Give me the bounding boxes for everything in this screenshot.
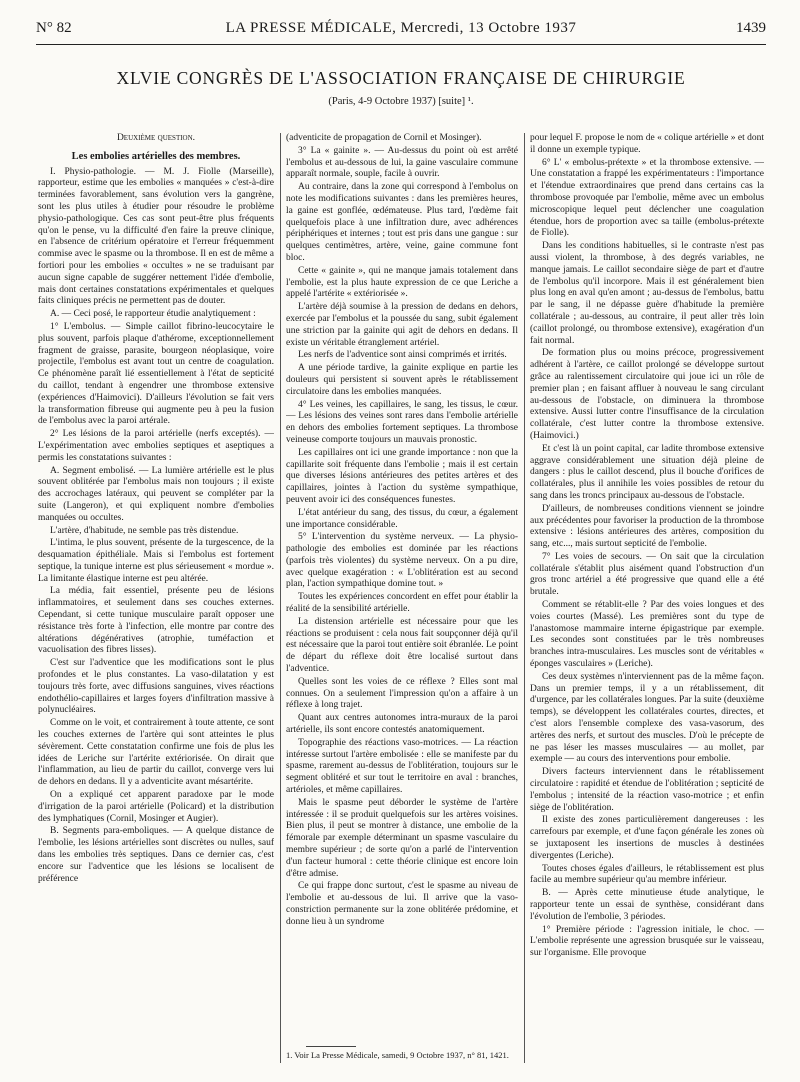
paragraph: L'état antérieur du sang, des tissus, du cœur, a également une importance considérable. bbox=[286, 507, 518, 530]
paragraph: 7° Les voies de secours. — On sait que la circulation collatérale s'établit plus aisément quand l'obstruction d'un gros tronc artériel a été progressive que quand elle a été brutale. bbox=[530, 551, 764, 598]
section-heading: Les embolies artérielles des membres. bbox=[71, 150, 241, 162]
paragraph: La média, fait essentiel, présente peu de lésions inflammatoires, et seulement dans ses couches externes. Cependant, si cette tunique musculaire paraît opposer une résistance très forte à l'infection, elle montre par contre des altérations dégénératives (atrophie, tuméfaction et vacuolisation des fibres lisses). bbox=[38, 586, 274, 656]
paragraph: A une période tardive, la gainite explique en partie les douleurs qui persistent si souvent après le rétablissement circulatoire dans les embolies manquées. bbox=[286, 363, 518, 397]
article-title: XLVIE CONGRÈS DE L'ASSOCIATION FRANÇAISE DE CHIRURGIE bbox=[116, 68, 686, 88]
page-number-left: N° 82 bbox=[36, 20, 72, 36]
paragraph: L'artère, d'habitude, ne semble pas très distendue. bbox=[50, 525, 239, 536]
page-header bbox=[36, 16, 766, 42]
paragraph: Dans les conditions habituelles, si le contraste n'est pas aussi violent, la thrombose, à des degrés variables, ne manque jamais. Le caillot secondaire siège de part et d'autre de l'embolus qu'il incorpore. Mais il est généralement bien plus long en aval qu'en amont ; au-dessus de l'embolus, battu par le sang, il ne dépasse guère d'habitude la première collatérale ; au-dessous, au contraire, il peut aller très loin (caillot prolongé, ou thrombose extensive), exagération d'un fait normal. bbox=[530, 241, 764, 346]
paragraph: B. — Après cette minutieuse étude analytique, le rapporteur tente un essai de synthèse, considérant dans l'évolution de l'embolie, 3 périodes. bbox=[530, 888, 764, 922]
paragraph: Ce qui frappe donc surtout, c'est le spasme au niveau de l'embolie et au-dessous de lui. Il arrive que la vaso-constriction permanente sur la zone oblitérée prédomine, et donne lieu à un syndrome bbox=[286, 881, 518, 927]
header-rule bbox=[36, 44, 766, 45]
column-divider bbox=[524, 133, 525, 1063]
paragraph: Toutes choses égales d'ailleurs, le rétablissement est plus facile au membre supérieur qu'au membre inférieur. bbox=[530, 863, 764, 886]
paragraph: Il existe des zones particulièrement dangereuses : les carrefours par exemple, et d'une façon générale les zones où se juxtaposent les insertions de muscles à destinées divergentes (Leriche). bbox=[530, 815, 764, 861]
paragraph: Topographie des réactions vaso-motrices. — La réaction intéresse surtout l'artère embolisée : elle se manifeste par du spasme, rarement au-dessus de l'oblitération, toujours sur le segment oblitéré et sur tout le territoire en aval : branches, artérioles, et même capillaires. bbox=[286, 737, 518, 796]
paragraph: 5° L'intervention du système nerveux. — La physio-pathologie des embolies est dominée par les réactions (parfois très violentes) du système nerveux. On a pu dire, avec quelque exagération : « L'oblitération est au second plan, l'action sympathique domine tout. » bbox=[286, 532, 518, 590]
paragraph: C'est sur l'adventice que les modifications sont le plus profondes et le plus constantes. La vaso-dilatation y est toujours très forte, avec diffusions sanguines, vives réactions endothélio-capillaires et larges foyers d'infiltration massive à polynucléaires. bbox=[38, 658, 274, 716]
footnote-rule bbox=[306, 1046, 356, 1047]
column-3 bbox=[530, 133, 764, 1063]
paragraph: Mais le spasme peut déborder le système de l'artère intéressée : il se produit quelquefois sur les artères voisines. Bien plus, il peut se montrer à distance, une embolie de la fémorale par exemple déterminant un spasme vasculaire du membre supérieur ; de sorte qu'on a parlé de l'intervention d'un facteur humoral : cette théorie clinique est encore loin d'être admise. bbox=[286, 797, 518, 879]
paragraph: I. Physio-pathologie. — M. J. Fiolle (Marseille), rapporteur, estime que les embolies « manquées » c'est-à-dire terminées favorablement, sans évolution vers la gangrène, sont les plus utiles à étudier pour résoudre le problème physio-pathologique. Ces cas sont peut-être plus fréquents qu'on le pense, vu la difficulté d'en faire la preuve clinique, en l'absence de critérium opératoire et l'erreur fréquemment commise avec le spasme ou la thrombose. Il en est de même a fortiori pour les embolies « occultes » ne se traduisant par aucun signe capable de suggérer nettement l'idée d'embolie, mais dont certaines constatations expérimentales et quelques faits cliniques précis ne permettent pas de douter. bbox=[38, 166, 274, 307]
paragraph: Cette « gainite », qui ne manque jamais totalement dans l'embolie, est la plus haute expression de ce que Leriche a appelé l'artérite « extériorisée ». bbox=[286, 265, 518, 300]
paragraph: pour lequel F. propose le nom de « colique artérielle » et dont il donne un exemple typique. bbox=[530, 133, 764, 155]
paragraph: 3° La « gainite ». — Au-dessus du point où est arrêté l'embolus et au-dessous de lui, la gaine vasculaire commune apparaît normale, souple, facile à ouvrir. bbox=[286, 145, 518, 180]
paragraph: L'artère déjà soumise à la pression de dedans en dehors, exercée par l'embolus et la poussée du sang, subit également une striction par la gainite qui agit de dehors en dedans. Il existe un véritable étranglement artériel. bbox=[286, 302, 518, 348]
paragraph: La distension artérielle est nécessaire pour que les réactions se produisent : cela nous fait soupçonner déjà qu'il est nécessaire que la paroi tout entière soit ébranlée. Le point de départ du réflexe doit être localisé surtout dans l'adventice. bbox=[286, 616, 518, 675]
footnote-text: 1. Voir La Presse Médicale, samedi, 9 Octobre 1937, n° 81, 1421. bbox=[286, 1050, 509, 1060]
paragraph: 4° Les veines, les capillaires, le sang, les tissus, le cœur. — Les lésions des veines sont rares dans l'embolie artérielle en dehors des embolies fortement septiques. La thrombose veineuse comporte toujours un mauvais pronostic. bbox=[286, 399, 518, 445]
paragraph: Et c'est là un point capital, car ladite thrombose extensive aggrave considérablement une situation déjà pleine de dangers : plus le caillot descend, plus il bouche d'orifices de collatérales, plus il annihile les voies possibles de retour du sang dans les troncs principaux au-dessous de l'obstacle. bbox=[530, 443, 764, 501]
paragraph: A. Segment embolisé. — La lumière artérielle est le plus souvent oblitérée par l'embolus mais non toujours ; il existe des accrochages latéraux, qui peuvent se compléter par la suite (Langeron), et qui expliquent nombre d'embolies manquées ou occultes. bbox=[38, 465, 274, 523]
paragraph: Comme on le voit, et contrairement à toute attente, ce sont les couches externes de l'artère qui sont atteintes le plus sévèrement. Cette constatation confirme une fois de plus les idées de Leriche sur l'artérite extériorisée. On dirait que l'inflammation, au lieu de partir du caillot, converge vers lui de dehors en dedans. Il y a adventicite avant mésartérite. bbox=[38, 718, 274, 788]
column-divider bbox=[280, 133, 281, 1063]
paragraph: Quant aux centres autonomes intra-muraux de la paroi artérielle, ils sont encore contestés anatomiquement. bbox=[286, 713, 518, 736]
paragraph: Les capillaires ont ici une grande importance : non que la capillarite soit fréquente dans l'embolie ; mais il est certain que diverses lésions antérieures des petites artères et des capillaires, jointes à l'action du système sympathique, peuvent avoir ici des conséquences funestes. bbox=[286, 447, 518, 505]
footnote bbox=[286, 1050, 518, 1060]
paragraph: Quelles sont les voies de ce réflexe ? Elles sont mal connues. On a seulement l'impression qu'on a affaire à un réflexe à long trajet. bbox=[286, 676, 518, 711]
paragraph: Comment se rétablit-elle ? Par des voies longues et des voies courtes (Massé). Les premières sont du type de l'anastomose mammaire interne épigastrique par exemple. Les secondes sont constituées par le très nombreuses branches intra-musculaires. Les muscles sont de véritables « éponges vasculaires » (Leriche). bbox=[530, 600, 764, 670]
paragraph: On a expliqué cet apparent paradoxe par le mode d'irrigation de la paroi artérielle (Policard) et la distribution des lymphatiques (Cornil, Mosinger et Augier). bbox=[38, 790, 274, 824]
paragraph: Au contraire, dans la zone qui correspond à l'embolus on note les modifications suivantes : dans les premières heures, la gaine est gonflée, œdémateuse. Plus tard, l'œdème fait quelquefois place à une infiltration dure, avec adhérences périphériques et internes ; tout est pris dans une gangue : sur quelques centimètres, artère, veine, gaine commune font bloc. bbox=[286, 182, 518, 263]
paragraph: De formation plus ou moins précoce, progressivement adhérent à l'artère, ce caillot prolongé se développe surtout grâce au ralentissement circulatoire qui joue ici un rôle de premier plan ; en faisant affluer à nouveau le sang circulant au-dessous de l'obstacle, on diminuera la thrombose extensive. Aussi lutter contre l'insuffisance de la circulation collatérale, c'est lutter contre la thrombose extensive. (Haimovici.) bbox=[530, 348, 764, 441]
paragraph: D'ailleurs, de nombreuses conditions viennent se joindre aux précédentes pour favoriser la production de la thrombose extensive : lésions antérieures des artères, composition du sang, etc..., mais surtout septicité de l'embolie. bbox=[530, 503, 764, 550]
paragraph: 6° L' « embolus-prétexte » et la thrombose extensive. — Une constatation a frappé les expérimentateurs : l'importance et l'étendue extraordinaires que prend dans certains cas la thrombose provoquée par l'embolie, même avec un embolus microscopique lequel peut déclencher une coagulation étendue, hors de proportion avec sa taille (embolus-prétexte de Fiolle). bbox=[530, 157, 764, 239]
paragraph: B. Segments para-emboliques. — A quelque distance de l'embolie, les lésions artérielles sont discrètes ou nulles, sauf dans les embolies très septiques. Dans ce dernier cas, c'est encore sur l'adventice que les lésions se localisent de préférence bbox=[38, 826, 274, 884]
paragraph: Les nerfs de l'adventice sont ainsi comprimés et irrités. bbox=[298, 350, 507, 361]
paragraph: Divers facteurs interviennent dans le rétablissement circulatoire : rapidité et étendue de l'oblitération ; septicité de l'embolus ; intensité de la réaction vaso-motrice ; et enfin siège de l'oblitération. bbox=[530, 767, 764, 813]
paragraph: Ces deux systèmes n'interviennent pas de la même façon. Dans un premier temps, il y a un rétablissement, dit d'urgence, par les collatérales longues. Par la suite (deuxième temps), se développent les collatérales courtes, directes, et c'est alors l'ensemble complexe des vasa-vasorum, des artères des nerfs, et surtout des muscles. D'où le précepte de ne pas léser les masses musculaires — au mollet, par exemple — au cours des interventions pour embolie. bbox=[530, 671, 764, 765]
paragraph: Toutes les expériences concordent en effet pour établir la réalité de la sensibilité artérielle. bbox=[286, 592, 518, 615]
paragraph: 1° L'embolus. — Simple caillot fibrino-leucocytaire le plus souvent, parfois plaque d'athérome, exceptionnellement fragment de graisse, parasite, bourgeon néoplasique, voire projectile, l'embolus est avant tout un centre de coagulation. Ce phénomène paraît lié essentiellement à l'état de septicité du caillot, tendant à engendrer une thrombose extensive (expériences d'Haimovici). D'ailleurs l'évolution se fait vers la transformation fibreuse qui augmente peu à peu la fusion de l'embolus avec la paroi artérale. bbox=[38, 321, 274, 427]
paragraph: (adventicite de propagation de Cornil et Mosinger). bbox=[286, 133, 482, 143]
column-1 bbox=[38, 133, 274, 1063]
paragraph: L'intima, le plus souvent, présente de la turgescence, de la desquamation épithéliale. Mais si l'embolus est fortement septique, la tunique interne est plus sérieusement « mordue ». La limitante élastique interne est peu altérée. bbox=[38, 538, 274, 584]
paragraph: 2° Les lésions de la paroi artérielle (nerfs exceptés). — L'expérimentation avec embolies septiques et aseptiques a permis les constatations suivantes : bbox=[38, 429, 274, 463]
paragraph: 1° Première période : l'agression initiale, le choc. — L'embolie représente une agression brusquée sur le vaisseau, sur l'organisme. Elle provoque bbox=[530, 924, 764, 959]
column-2 bbox=[286, 133, 518, 1048]
masthead: LA PRESSE MÉDICALE, Mercredi, 13 Octobre 1937 bbox=[225, 20, 577, 36]
page-number-right: 1439 bbox=[736, 20, 766, 36]
paragraph: A. — Ceci posé, le rapporteur étudie analytiquement : bbox=[50, 309, 256, 320]
article-subtitle: (Paris, 4-9 Octobre 1937) [suite] ¹. bbox=[328, 96, 474, 107]
section-label: Deuxième question. bbox=[116, 133, 196, 143]
